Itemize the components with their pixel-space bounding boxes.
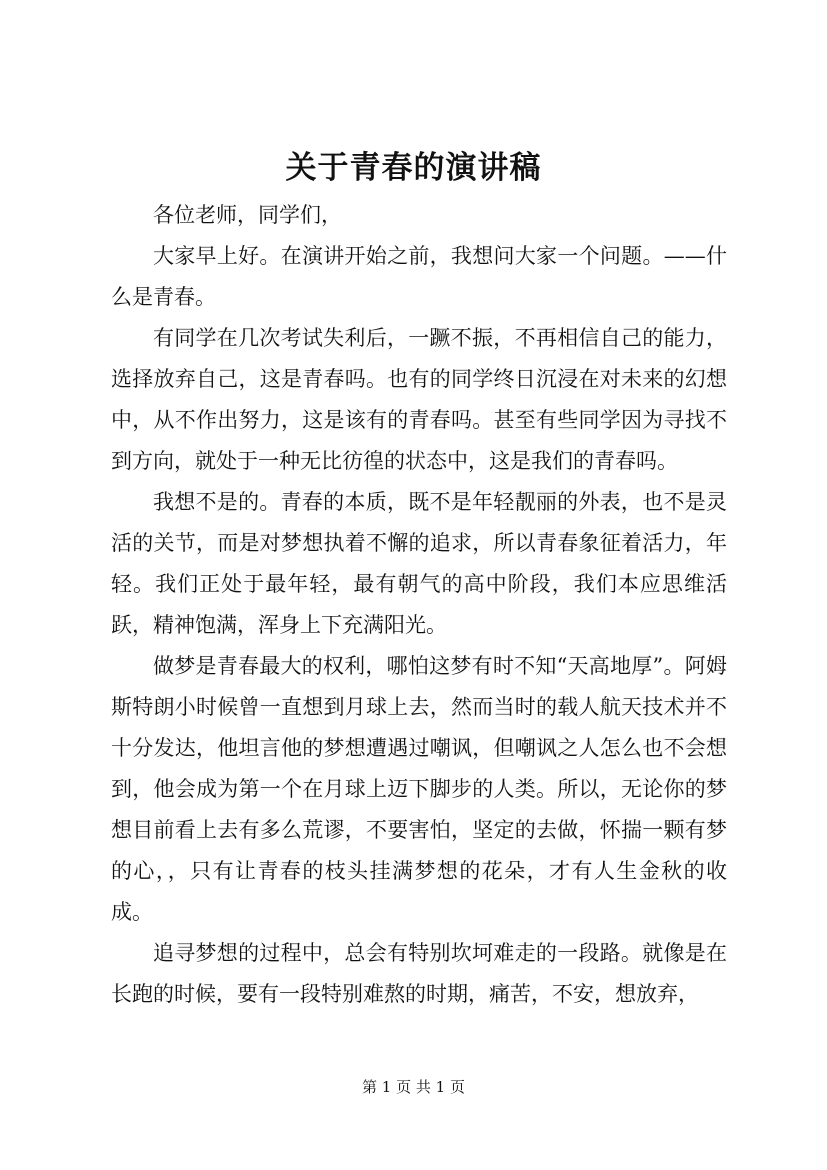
paragraph-greeting: 各位老师，同学们，: [153, 203, 342, 227]
paragraph-questions: 有同学在几次考试失利后，一蹶不振，不再相信自己的能力，选择放弃自己，这是青春吗。也有的同学终日沉浸在对未来的幻想中，从不作出努力，这是该有的青春吗。甚至有些同学因为寻找不到方向，就处于一种无比彷徨的状态中，这是我们的青春吗。: [111, 326, 727, 473]
page-footer: 第 1 页 共 1 页: [362, 1078, 465, 1096]
body-text: [111, 195, 727, 1015]
paragraph-pursuit: 追寻梦想的过程中，总会有特别坎坷难走的一段路。就像是在长跑的时候，要有一段特别难熬的时期，痛苦，不安，想放弃，: [111, 941, 727, 1006]
paragraph-essence: 我想不是的。青春的本质，既不是年轻靓丽的外表，也不是灵活的关节，而是对梦想执着不懈的追求，所以青春象征着活力，年轻。我们正处于最年轻，最有朝气的高中阶段，我们本应思维活跃，精神饱满，浑身上下充满阳光。: [111, 490, 727, 637]
paragraph-intro: 大家早上好。在演讲开始之前，我想问大家一个问题。——什么是青春。: [111, 244, 727, 309]
paragraph-dream: 做梦是青春最大的权利，哪怕这梦有时不知“天高地厚”。阿姆斯特朗小时候曾一直想到月球上去，然而当时的载人航天技术并不十分发达，他坦言他的梦想遭遇过嘲讽，但嘲讽之人怎么也不会想到，他会成为第一个在月球上迈下脚步的人类。所以，无论你的梦想目前看上去有多么荒谬，不要害怕，坚定的去做，怀揣一颗有梦的心，，只有让青春的枝头挂满梦想的花朵，才有人生金秋的收成。: [111, 654, 727, 924]
page-title: 关于青春的演讲稿: [285, 150, 542, 186]
